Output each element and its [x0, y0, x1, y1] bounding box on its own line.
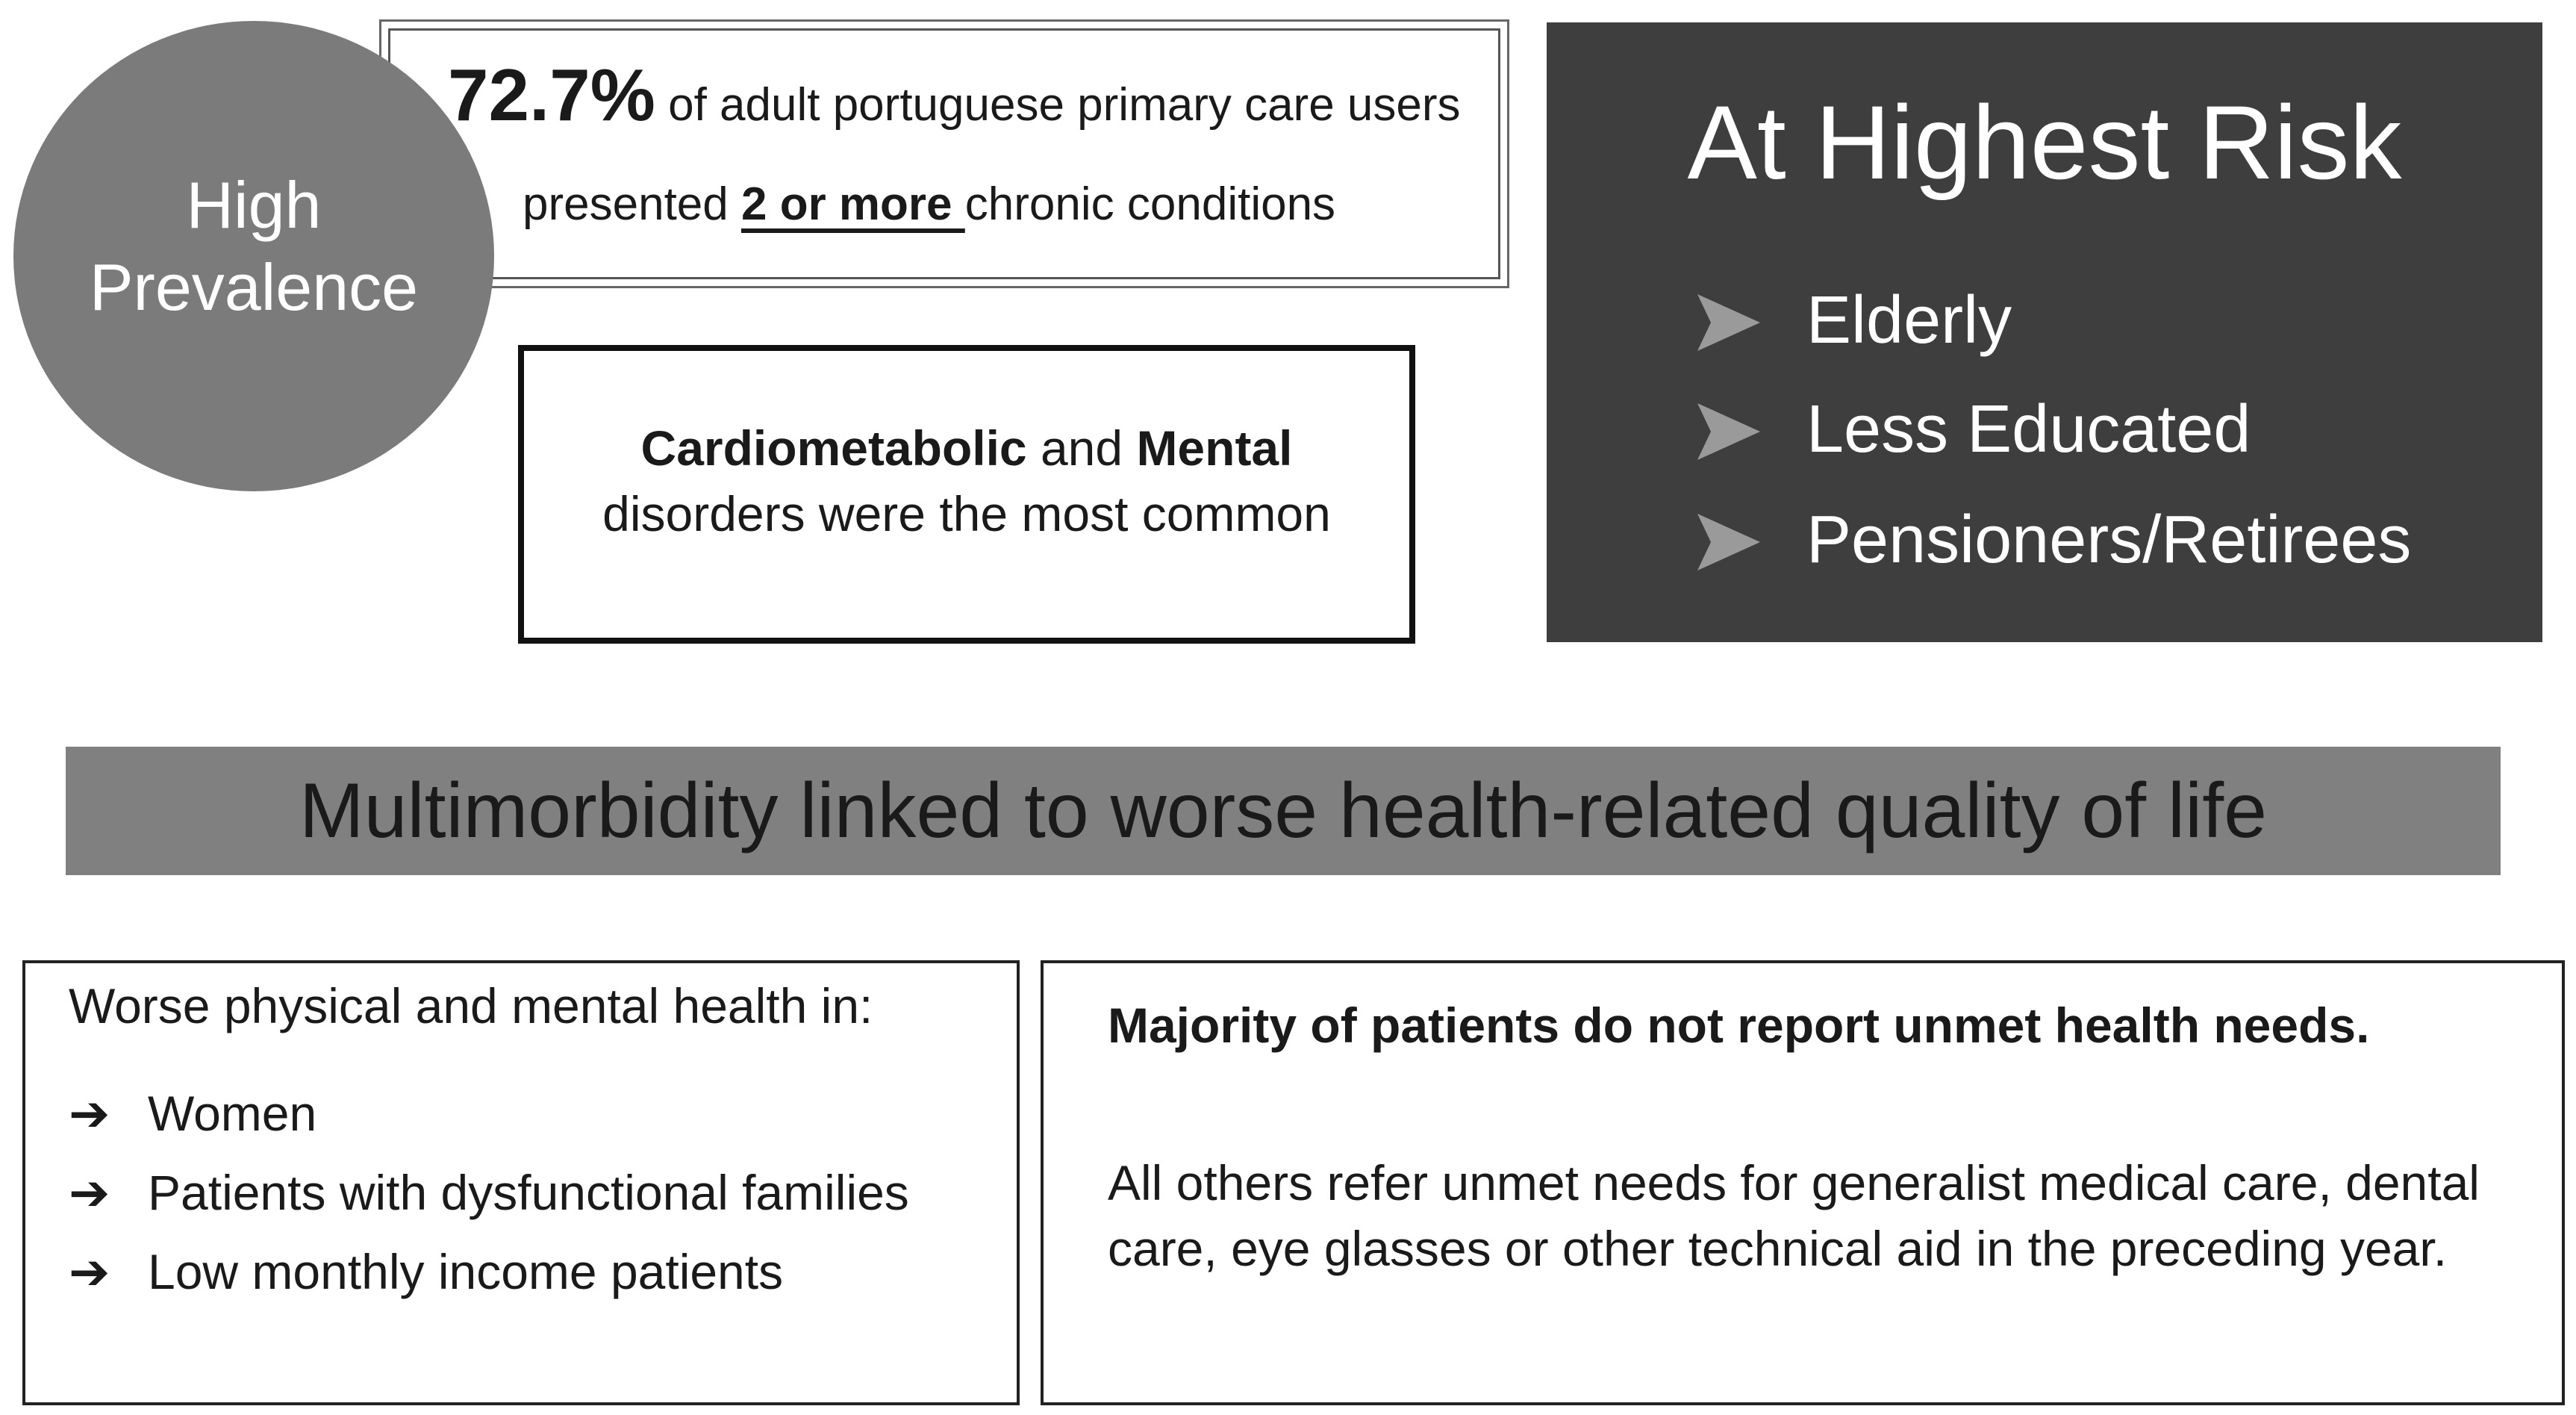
common-disorders-line-2: disorders were the most common — [602, 486, 1331, 541]
stat-line-2-pre: presented — [523, 178, 741, 230]
risk-item-pensioners — [1694, 499, 2516, 581]
risk-item-elderly — [1694, 279, 2516, 361]
mental-label: Mental — [1136, 420, 1293, 476]
worse-health-heading: Worse physical and mental health in: — [69, 978, 873, 1033]
stat-line-1-text: of adult portuguese primary care users — [655, 79, 1461, 131]
risk-item-label: Elderly — [1806, 283, 2012, 358]
arrowhead-icon — [1694, 400, 1763, 463]
arrowhead-icon — [1694, 511, 1763, 573]
prevalence-circle-label — [13, 164, 494, 329]
stat-line-1 — [448, 54, 1493, 146]
right-arrow-icon: ➔ — [69, 1165, 110, 1220]
risk-item-label: Less Educated — [1806, 392, 2251, 467]
stat-percent: 72.7% — [448, 54, 655, 136]
stat-line-2-emphasis: 2 or more — [741, 178, 965, 230]
stat-line-2 — [523, 167, 1456, 242]
arrowhead-icon — [1694, 291, 1763, 354]
common-disorders-text — [518, 415, 1415, 547]
worse-health-item-dysfunctional-families — [69, 1159, 1009, 1226]
risk-item-label: Pensioners/Retirees — [1806, 503, 2412, 577]
worse-health-item-women — [69, 1080, 1009, 1147]
cardiometabolic-label: Cardiometabolic — [640, 420, 1027, 476]
stat-line-2-post: chronic conditions — [964, 178, 1336, 230]
quality-of-life-banner-text: Multimorbidity linked to worse health-related quality of life — [299, 768, 2267, 854]
circle-line-1: High — [186, 168, 322, 242]
highest-risk-title: At Highest Risk — [1687, 84, 2402, 201]
worse-health-item-label: Low monthly income patients — [148, 1244, 784, 1299]
common-disorders-line-1 — [518, 415, 1415, 481]
worse-health-item-label: Patients with dysfunctional families — [148, 1165, 909, 1220]
worse-health-item-label: Women — [148, 1086, 317, 1141]
cardio-and: and — [1026, 420, 1137, 476]
right-arrow-icon: ➔ — [69, 1086, 110, 1141]
unmet-needs-heading: Majority of patients do not report unmet health needs. — [1108, 998, 2370, 1053]
circle-line-2: Prevalence — [89, 250, 419, 324]
unmet-needs-body: All others refer unmet needs for generalist medical care, dental care, eye glasses or other technical aid in the preceding year. — [1108, 1155, 2480, 1276]
worse-health-item-low-income — [69, 1238, 1009, 1305]
risk-item-less-educated — [1694, 388, 2516, 470]
right-arrow-icon: ➔ — [69, 1244, 110, 1299]
